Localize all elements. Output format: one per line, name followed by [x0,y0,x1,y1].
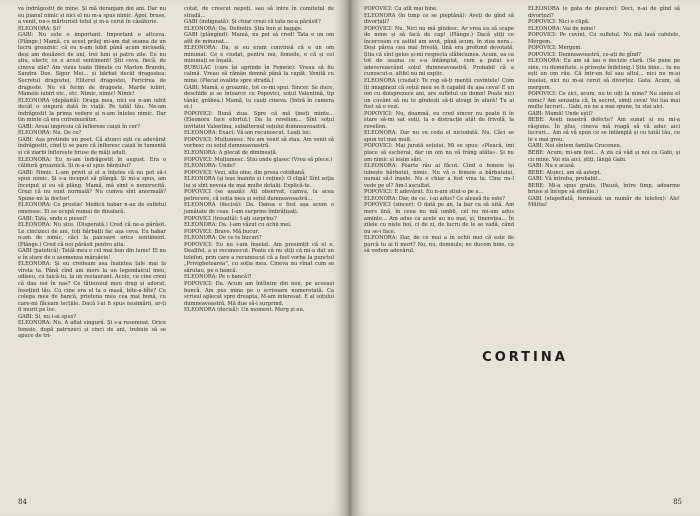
dialogue-line: ELEONORA (depășită): Draga mea, nici eu n-am iubit decât o singură dată în viață. Pe tatăl tău. Ne-am îndrăgostit la prima vedere și n-am înțeles nimic. Dar tin minte că era cutremurător. [18,97,166,124]
dialogue-line: ELEONORA: Unde? [184,163,236,170]
dialogue-line: ELEONORA: Da. Definitiv. Știa bun și bagaje. [184,25,303,32]
dialogue-line: GABI: Noi sîntem familia Cruceneu. [528,143,622,150]
dialogue-line: POPOVICI (sincer): O dată pe an, la bar ca să uită. Am mers lină, în ceea nu mă umbli, cel nu mi-am adus aminte... Am adus ca acele au nu mai, și, tinerețea... În zilele cu niște boi, ci de zi, de lucru de le se vadă, când nu se-i face. [364,202,514,235]
dialogue-line: ELEONORA: Nu știu. (Disperată.) Cred că ne-a părăsit. Le cincizeci de ani, toți bărbații fac așa ceva. Eu habar n-am de nimic, căci la paicoare orice sentiment. (Plânge.) Cred că noi părăsit pentru alta. [18,222,166,248]
dialogue-line: POPOVICI: Mai jurată soțului. Mi se spus: «Pleacă, imi place să escherai, dar un om nu vă frâng atâta». Și nu am nimic și ieșim sări. [364,143,514,163]
dialogue-line: GABI (stupefiată, formează un număr de telefon): Alo! Militia! [528,195,680,209]
dialogue-line: va îndrăgostit de mine. Și mă deranjam doi ani. Dar nu eu pianul nimic și nici el nu m-a spus nimic. Apoi, bruse, a venit, nu-s mărturisit totul și m-a cerut în căsătorie. [18,6,166,26]
dialogue-line: ELEONORA: De ce te bucuri? [184,235,262,242]
dialogue-line: ELEONORA: Dar, de ce.. i-ai adus? Ce aleasă fiu este? [364,195,506,202]
dialogue-line: ELEONORA: Da. I-am văzut cu ochii mei. [184,222,292,229]
dialogue-line: GABI: Nu este o important. Important e altceva. (Plânge.) Mamă, cu acest prilej mi-am dat seama de un lucru groaznic: că eu n-am iubit până acum nicioadă, deși am douăzeci de ani, trei luni și patru zile. Eu nu știu, electr, ce e acest sentiment! Știi ceva, fiecă, de cineva zile? Am vizus toate filmele cu Marlon Brando, Sandra Dee. Sigur Mei... și bărbat decât dragostea: Secretul dragostei, Eliterul dragostei, Fericirea de dragoste. Nu vă ferim de dragoste, Marile iubiri, Mamele iubiri etc., etc. Nimic, nimic! Nimic! [18,32,166,98]
dialogue-line: ELEONORA: Nu. De ce? [18,130,82,137]
dialogue-line: GABI: Nu e acasă. [528,163,576,170]
dialogue-line: BEBE: Atunci, am să aștept. [528,169,602,176]
dialogue-line: GABI: Nimic. L-am privit și el a înțeles că nu pot să-i spun nimic. Și s-a început să plângă. Și mi-a spus, am înceiput și eu să plâng. Mamă, mă simt o nenorocită. Crezi că nu sunt normală? Nu cumva sînt anormală? Spune-mi la doctor! [18,169,166,202]
dialogue-line: BEBE: Acum, mi-am fost... A zis că văd și noi cu Gabi, și cu mine. Voi sta aici, știți, lângă Gabi. [528,150,680,163]
dialogue-line: POPOVICI: Dumneavoastră, ce-ați de gînd? [528,51,641,58]
dialogue-line: ELEONORA: Ce prostie! Medicii habar n-au de sufletul omenesc. Ei se ocupă numai de dinafară. [18,202,166,215]
left-page [0,0,348,516]
dialogue-line: GABI: Mamă, e groaznic, tot ce-mi spui. Sincer. Se duce, deschide și se întoarce cu Popovici, soțul Valentină, tip tânăr, grăbea.) Mamă, tu cauți cineva. (Intră în camera ei.) [184,84,334,111]
dialogue-line: ELEONORA (decisă): Da. Dansa e fost așa acum o jumătate de ceas. I-am surprins îmbrățișați. [184,202,334,215]
dialogue-line: POPOVICI (tresaltă): I-ați surprins? [184,215,277,222]
dialogue-line: ELEONORA: Exact. Vă-am recunoscut. Luați loc. [184,130,312,137]
dialogue-line: POPOVICI: Bravo. Mă bucur. [184,228,260,235]
dialogue-line: ELEONORA (ciudat): Te rog să-ți menții cuvintele! Cum îți imaginezi că soțul meu se fi capabil de așa ceva! E un om cu doisprezece ani, are sufletul un domn! Poate nici un cuvânt să nu te gîndești să-ți atragi în afară! Tu ai fost să o vezi. [364,78,514,111]
dialogue-line: ELEONORA: Eu am să iau o decizie clară. (Se pune pe sine, cu demnitate, o privește îndelung.) Știu bine... tu nu ești un om rău. Că într-un fel sau altul... nici nu m-ai înșelat, nici nu m-ai cerut să divorțez. Gata. Acum, să mergem. [528,58,680,91]
dialogue-line: POPOVICI: E adevărat. Eu n-am știut-o pe a... [364,189,484,196]
right-page-column-2 [528,6,680,209]
dialogue-line: GABI (plângînd): Mamă, nu pot să cred! Tata e un om atît de minunat... [184,32,334,45]
dialogue-line: GABI (indignată): Și chiar crezi că tata ne-a părăsit? [184,19,321,26]
dialogue-line: ELEONORA: Pe o bancă?! [184,274,252,281]
dialogue-line: cotat, de crescut nepoți, sau să intre în comitetul de stradă... [184,6,334,19]
dialogue-line: GABI: Tata, unde e piesei? [18,215,87,222]
curtain-heading: CORTINA [482,350,568,365]
dialogue-line: POPOVICI: Eu nu i-am înșelat. Am presimțit că el e. Dealtfel, a și recunoscut. Poate că nu știți că mi-a dat un telefon, prin care a recunoscut că a fost vorba la punctul „Privighetoarea”, cu soția mea. Cineva nu vînat cum se sărutau, pe o bancă. [184,241,334,274]
dialogue-line: BUBULAC (care își aprinde în Femeie): Vreau să fiu calmă. Vreau să rămân demnă până la capăt. Venită cu mine. (Plecat ovalide spre stradă.) [184,64,334,85]
dialogue-line: POPOVICI: Mergem. [528,45,582,52]
dialogue-line: ELEONORA: Dar, de ce mai a în ochii mei că este de parcă tu ai fi mort? Nu, nu, domnule; ne ducem bine, ca să vedem adevărul. [364,235,514,255]
dialogue-line: ELEONORA: A plecat de dimineață. [184,150,278,157]
dialogue-line: POPOVICI: Nici o clipă. [528,19,590,26]
dialogue-line: POPOVICI: Mulțumesc. Știu unde glasec (Vrea să plece.) [184,156,333,163]
dialogue-line: ELEONORA: Foarte rău ai făcut. Cînd o femeie își iubește bărbatul, nimic. Nu vă o femeie a bărbatului, numai să-l înșele. Nu e chiar a fost vina ta. Cine nu-l vede pe el? Am-l ascultat. [364,163,514,189]
dialogue-line: GABI: Aveai impresia că înflorese caișii în cer? [18,123,140,130]
dialogue-line: POPOVICI: Ce zici, acum, nu te uiți la mine? Nu simte el nimic? Am senzația că, în secret, simți ceva! Voi lua mai multe lucruri... Gabi, nu ne a mai spune, tu stai aici. [528,91,680,111]
left-page-column-2 [184,6,334,314]
right-page [352,0,700,516]
dialogue-line: POPOVICI: Vezi, alta oine, din presa cotidiană. [184,169,306,176]
dialogue-line: ELEONORA: Dar nu va ceda el niciodată. Nu. Căci se spun tot mai mult. [364,130,514,143]
dialogue-line: POPOVICI: Mulțumesc. Nu am venit să stau. Am venit să vorbesc cu soțul dumneavoastră. [184,136,334,150]
dialogue-line: ELEONORA (decisă): Un moment. Merg și eu. [184,307,305,314]
dialogue-line: ELEONORA (în timp ce se pieptănă): Aveți de gînd să divorțați? [364,12,514,26]
dialogue-line: ELEONORA: Și? [18,25,61,32]
dialogue-line: GABI: Și, nu i-ai spus? [18,313,77,320]
dialogue-line: GABI (patetică): Tatăl meu e cel mai bun din lume! El nu e în stare de o asemenea mârșăvie! [18,248,166,261]
page-number-left: 84 [18,498,27,506]
dialogue-line: BEBE: Aveți noastră defecte? Am sunat și nu mi-a răspuns. În plus, cineva mă roagă să vă aduc aici lucruri... Am să vă spun ce se întâmplă și cu tatăl tău, ce le e mai greu. [528,117,680,143]
dialogue-line: ELEONORA (și ieșe înainte și i reține): O clipă! Sînt soția lui și sînt nevoia de mai multe detalii. Explică-te. [184,176,334,189]
dialogue-line: POPOVICI: Pe cuvînt. Cu sufletul. Nu mă lasă cafelele, Mergem. [528,32,680,45]
left-page-column-1 [18,6,166,340]
dialogue-line: POPOVICI: Nu. Nici nu mă gîndesc. Ar vrea ea să scape de mine și să facă de cap! (Plânge.) Dacă știți ce încerceam cu astfel am avut, până acum, în ziua nera... Deși părea cea mai frivolă, tînă era profund devotată. Știa că sînt gelos și-mi respecta slăbiciunea. Acum, ea ca tot de seama ce s-a întâmplat, cum a putut s-o adevereascând soțul dumneavoastră. Probabil că a cunoscut-o, altfel nu mi explic. [364,25,514,78]
dialogue-line: ELEONORA (e gata de plecare): Deci, n-ai de gînd să divorțezi? [528,6,680,19]
dialogue-line: BEBE: Mi-a spus gratis. (Pauză, între timp, adoarme bruse și începe să sforăie.) [528,182,680,196]
dialogue-line: ELEONORA: Vai de mine! [528,25,596,32]
right-page-column-1 [364,6,514,255]
dialogue-line: GABI: Vă întreba, probabil... [528,176,603,183]
dialogue-line: ELEONORA: Nu. A aflat singură. Și s-a resemnat. Orice femeie, după patruzeci și cinci de ani, trebuie să se apuce de tri- [18,320,166,340]
dialogue-line: POPOVICI: Bună ziua. Spre că mă țineți minte... (Eleonora face efortul.) Da la revelion... Sînt soțul invitatei Valentina, subalternul soțului dumneavoastră. [184,110,334,130]
dialogue-line: GABI: Așa pretinde un poet. Că atunci ești cu adevărat îndrăgostit, cînd ți se pare că înfloresc caișii în tumentă și că ziarbi înflorește bruse de mâți adult. [18,136,166,157]
page-number-right: 85 [673,498,682,506]
dialogue-line: GABI: Mamă! Unde ești? [528,110,593,117]
dialogue-line: POPOVICI: Cu atît mai bine. [364,6,438,12]
dialogue-line: POPOVICI: Da. Acum am întîlnire din nou, pe aceeași bancă. Am pus mina pe o scrisoare numerotată. Ca scrisul aplecat spre dreapta, M-am interesat. E al soțului dumneavoastră. Mă due să-i surprind. [184,280,334,307]
dialogue-line: ELEONORA: Și eu credeam asa înaintea tale mai la vîrsta ta. Până cînd am mers la un legendaicul meu, odiseu, cu taică-tu, la un restaurant. Acolo, cu cine crezi că dau noi în nas? Ce tătiezoiul meu drag și adorat, însoțind tău. Cu cine era el la o masă, bîte-a-bîte? Cu colega mea de bancă, prietena mea cea mai bună, cu care-mi făceam lecțiile. Dacă l-ai fi spus nesimării, ar-ți fi murit pe loc. [18,261,166,314]
dialogue-line: POPOVICI: Nu, doamnă, eu cred sincer nu poate fi în stare să-mi sat soții, la o distracție atât de frivolă, la revelion. [364,110,514,130]
dialogue-line: ELEONORA: Eu m-am îndrăgostit în august. Era o căldură groaznică. Și m-a-ul spus bănțului? [18,156,166,170]
dialogue-line: POPOVICI (se așază): Ați observat, camva, la acea petrecere, că soția mea și soțul dumneavoastră... [184,189,334,202]
dialogue-line: ELEONORA: Da, și eu eram convinsă că e un om minunat. Ce e ciudat, pentru noi, femeile, e că și cei minunați se înșală. [184,45,334,65]
